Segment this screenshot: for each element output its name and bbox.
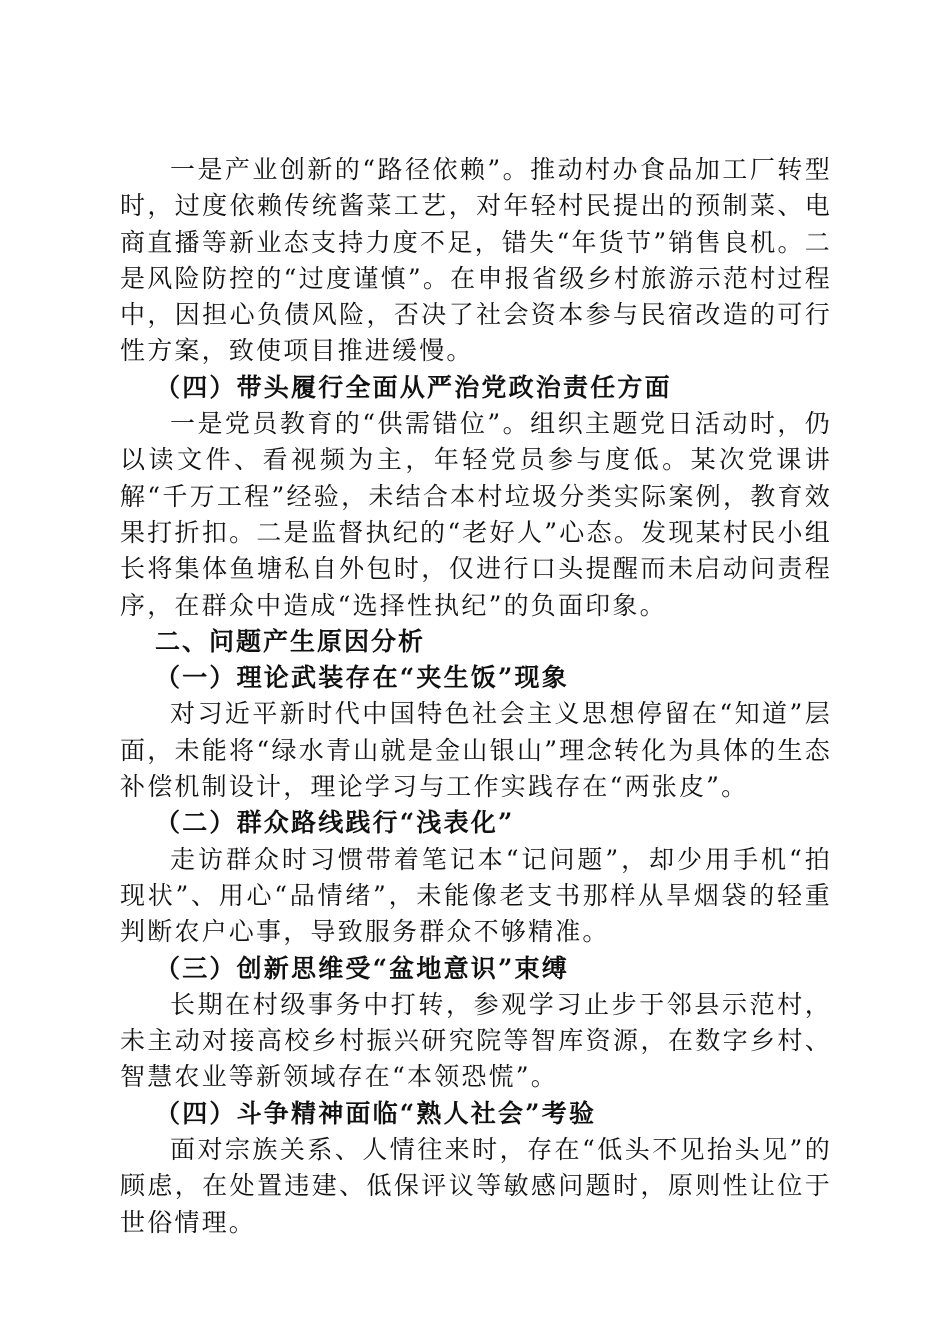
- heading-theory: （一）理论武装存在“夹生饭”现象: [155, 663, 569, 693]
- paragraph-theory: 对习近平新时代中国特色社会主义思想停留在“知道”层面，未能将“绿水青山就是金山银山”理念转化为具体的生态补偿机制设计，理论学习与工作实践存在“两张皮”。: [120, 699, 832, 802]
- heading-innovation-thinking: （三）创新思维受“盆地意识”束缚: [155, 953, 569, 983]
- paragraph-mass-line: 走访群众时习惯带着笔记本“记问题”，却少用手机“拍现状”、用心“品情绪”，未能像老支书那样从旱烟袋的轻重判断农户心事，导致服务群众不够精准。: [120, 844, 832, 947]
- heading-mass-line: （二）群众路线践行“浅表化”: [155, 808, 515, 838]
- heading-party-governance: （四）带头履行全面从严治党政治责任方面: [155, 372, 672, 402]
- document-body: [120, 152, 832, 1241]
- paragraph-innovation-thinking: 长期在村级事务中打转，参观学习止步于邻县示范村，未主动对接高校乡村振兴研究院等智库资源，在数字乡村、智慧农业等新领域存在“本领恐慌”。: [120, 989, 832, 1092]
- paragraph-industry-innovation: 一是产业创新的“路径依赖”。推动村办食品加工厂转型时，过度依赖传统酱菜工艺，对年轻村民提出的预制菜、电商直播等新业态支持力度不足，错失“年货节”销售良机。二是风险防控的“过度谨慎”。在申报省级乡村旅游示范村过程中，因担心负债风险，否决了社会资本参与民宿改造的可行性方案，致使项目推进缓慢。: [120, 155, 832, 366]
- paragraph-fighting-spirit: 面对宗族关系、人情往来时，存在“低头不见抬头见”的顾虑，在处置违建、低保评议等敏感问题时，原则性让位于世俗情理。: [120, 1135, 832, 1237]
- heading-fighting-spirit: （四）斗争精神面临“熟人社会”考验: [155, 1098, 597, 1128]
- paragraph-party-education: 一是党员教育的“供需错位”。组织主题党日活动时，仍以读文件、看视频为主，年轻党员参与度低。某次党课讲解“千万工程”经验，未结合本村垃圾分类实际案例，教育效果打折扣。二是监督执纪的“老好人”心态。发现某村民小组长将集体鱼塘私自外包时，仅进行口头提醒而未启动问责程序，在群众中造成“选择性执纪”的负面印象。: [120, 409, 832, 620]
- section-heading-cause-analysis: 二、问题产生原因分析: [155, 626, 426, 656]
